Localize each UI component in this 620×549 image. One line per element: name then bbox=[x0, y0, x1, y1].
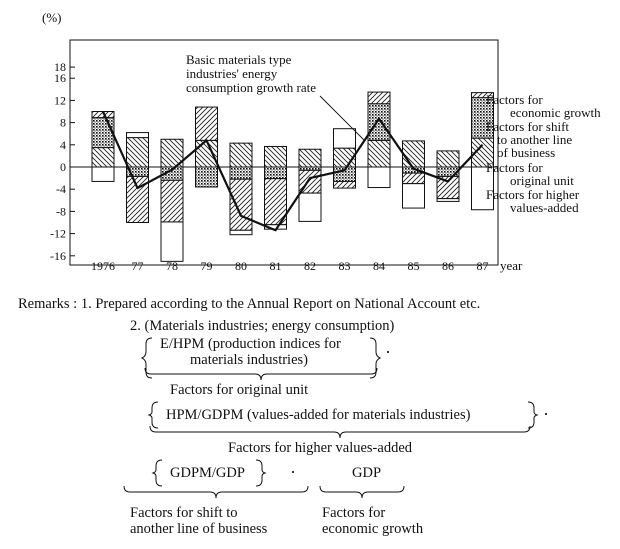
bar-segment bbox=[368, 92, 390, 104]
gdp: GDP bbox=[352, 465, 382, 481]
bar-segment bbox=[299, 149, 321, 167]
factor-higher-va: Factors for higher values-added bbox=[228, 440, 413, 456]
growth-rate-line bbox=[103, 112, 483, 231]
x-tick-label: 83 bbox=[338, 259, 351, 273]
bar-segment bbox=[92, 167, 114, 181]
x-tick-label: 87 bbox=[476, 259, 489, 273]
y-tick-label: 8 bbox=[60, 115, 66, 130]
x-tick-label: 1976 bbox=[91, 259, 115, 273]
y-tick-label: 16 bbox=[54, 71, 66, 86]
dot-3: · bbox=[290, 462, 296, 482]
bar-segment bbox=[334, 129, 356, 148]
bar-segment bbox=[127, 138, 149, 167]
y-tick-label: -8 bbox=[56, 204, 66, 219]
x-tick-label: 82 bbox=[304, 259, 316, 273]
y-axis-label: (%) bbox=[42, 10, 62, 25]
y-tick-label: -4 bbox=[56, 182, 66, 197]
bar-segment bbox=[368, 167, 390, 188]
bar-segment bbox=[368, 140, 390, 167]
bar-segment bbox=[196, 107, 218, 140]
x-tick-label: 84 bbox=[373, 259, 385, 273]
remark-1: Remarks : 1. Prepared according to the Annual Report on National Account etc. bbox=[18, 296, 481, 312]
bar-segment bbox=[403, 141, 425, 167]
y-tick-label: 12 bbox=[54, 93, 66, 108]
bar-segment bbox=[437, 176, 459, 198]
y-tick-label: 18 bbox=[54, 60, 66, 75]
bar-segment bbox=[161, 222, 183, 261]
bar-segment bbox=[230, 143, 252, 167]
factor-shift-line-1: Factors for shift to bbox=[130, 505, 238, 521]
legend-unit: Factors for original unit bbox=[486, 160, 574, 188]
annotation-line: Basic materials type bbox=[186, 52, 292, 67]
bar-segment bbox=[127, 133, 149, 138]
x-tick-label: 79 bbox=[200, 259, 213, 273]
bar-segment bbox=[437, 151, 459, 167]
x-tick-label: 86 bbox=[442, 259, 454, 273]
factor-growth-line-1: Factors for bbox=[322, 505, 386, 521]
legend-growth: Factors for economic growth bbox=[486, 92, 601, 120]
bar-segment bbox=[437, 199, 459, 202]
bar-segment bbox=[368, 104, 390, 141]
legend-higher: Factors for higher values-added bbox=[486, 187, 580, 215]
bar-segment bbox=[196, 140, 218, 167]
line-annotation bbox=[186, 52, 316, 95]
bar-segment bbox=[230, 179, 252, 230]
bar-segment bbox=[92, 118, 114, 148]
remark-2: 2. (Materials industries; energy consumption) bbox=[130, 318, 395, 334]
annotation-line: industries' energy bbox=[186, 66, 278, 81]
bar-segment bbox=[161, 180, 183, 222]
y-tick-label: 0 bbox=[60, 160, 66, 174]
dot-1: · bbox=[385, 342, 391, 362]
bar-segment bbox=[403, 173, 425, 184]
ehpm-line-1: E/HPM (production indices for bbox=[160, 336, 341, 352]
y-tick-label: -16 bbox=[50, 248, 66, 263]
dot-2: · bbox=[543, 404, 549, 424]
factor-original-unit: Factors for original unit bbox=[170, 382, 309, 398]
x-tick-label: 81 bbox=[269, 259, 282, 273]
x-axis-label: year bbox=[500, 258, 523, 273]
bar-segment bbox=[230, 230, 252, 234]
bar-segment bbox=[265, 146, 287, 167]
bar-segment bbox=[334, 181, 356, 188]
y-tick-label: -12 bbox=[50, 226, 66, 241]
factor-growth-line-2: economic growth bbox=[322, 521, 424, 537]
hpm-gdpm: HPM/GDPM (values-added for materials industries) bbox=[166, 407, 471, 423]
x-tick-label: 85 bbox=[407, 259, 420, 273]
annotation-line: consumption growth rate bbox=[186, 80, 316, 95]
gdpm-gdp: GDPM/GDP bbox=[170, 465, 245, 481]
x-tick-label: 78 bbox=[166, 259, 178, 273]
factor-shift-line-2: another line of business bbox=[130, 521, 268, 537]
bar-segment bbox=[265, 167, 287, 179]
bar-segment bbox=[403, 184, 425, 208]
bar-segment bbox=[299, 193, 321, 221]
x-tick-label: 77 bbox=[131, 259, 144, 273]
legend-shift: Factors for shift to another line of business bbox=[486, 119, 573, 160]
remarks bbox=[0, 290, 620, 545]
y-tick-label: 4 bbox=[60, 137, 66, 152]
bar-segment bbox=[230, 167, 252, 179]
bar-segment bbox=[92, 148, 114, 167]
ehpm-line-2: materials industries) bbox=[190, 352, 308, 368]
bar-segment bbox=[196, 167, 218, 187]
x-tick-label: 80 bbox=[235, 259, 247, 273]
